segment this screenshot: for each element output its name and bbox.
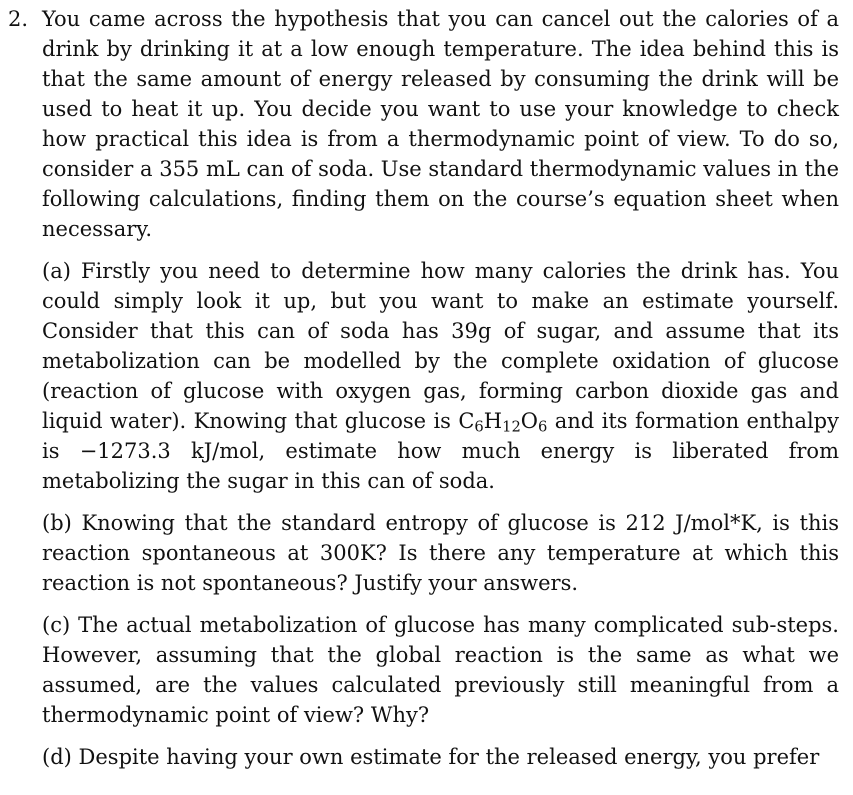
part-d-label: (d): [42, 745, 72, 769]
part-d: [42, 742, 839, 772]
part-b-label: (b): [42, 511, 72, 535]
part-c-text: The actual metabolization of glucose has many complicated sub-steps. However, assuming that the global reaction is the same as what we assumed, are the values calculated previously still meaningful from a thermodynamic point of view? Why?: [42, 613, 839, 727]
formula-hydrogen-subscript: 12: [502, 418, 521, 436]
glucose-formula: [458, 409, 548, 436]
problem-2: [8, 4, 839, 772]
formula-oxygen-subscript: 6: [538, 418, 548, 436]
part-a-label: (a): [42, 259, 71, 283]
problem-intro: You came across the hypothesis that you can cancel out the calories of a drink by drinking it at a low enough temperature. The idea behind this is that the same amount of energy released by consuming the drink will be used to heat it up. You decide you want to use your knowledge to check how practical this idea is from a thermodynamic point of view. To do so, consider a 355 mL can of soda. Use standard thermodynamic values in the following calculations, finding them on the course’s equation sheet when necessary.: [42, 7, 839, 241]
part-a: [42, 256, 839, 496]
formula-carbon-subscript: 6: [474, 418, 484, 436]
part-a-text-end: and its formation enthalpy is −1273.3 kJ/mol, estimate how much energy is liberated from metabolizing the sugar in this can of soda.: [42, 409, 839, 493]
problem-content: [42, 4, 839, 772]
part-c: [42, 610, 839, 730]
part-b-text: Knowing that the standard entropy of glucose is 212 J/mol*K, is this reaction spontaneous at 300K? Is there any temperature at which this reaction is not spontaneous? Justify your answers.: [42, 511, 839, 595]
part-b: [42, 508, 839, 598]
part-c-label: (c): [42, 613, 71, 637]
formula-hydrogen: H: [483, 409, 503, 433]
formula-carbon: C: [458, 409, 475, 433]
part-d-text: Despite having your own estimate for the released energy, you prefer: [78, 745, 820, 769]
formula-oxygen: O: [520, 409, 539, 433]
problem-number: 2.: [8, 7, 29, 31]
part-a-text-start: Firstly you need to determine how many calories the drink has. You could simply look it up, but you want to make an estimate yourself. Consider that this can of soda has 39g of sugar, and assume that its metabolization can be modelled by the complete oxidation of glucose (reaction of glucose with oxygen gas, forming carbon dioxide gas and liquid water). Knowing that glucose is: [42, 259, 839, 433]
